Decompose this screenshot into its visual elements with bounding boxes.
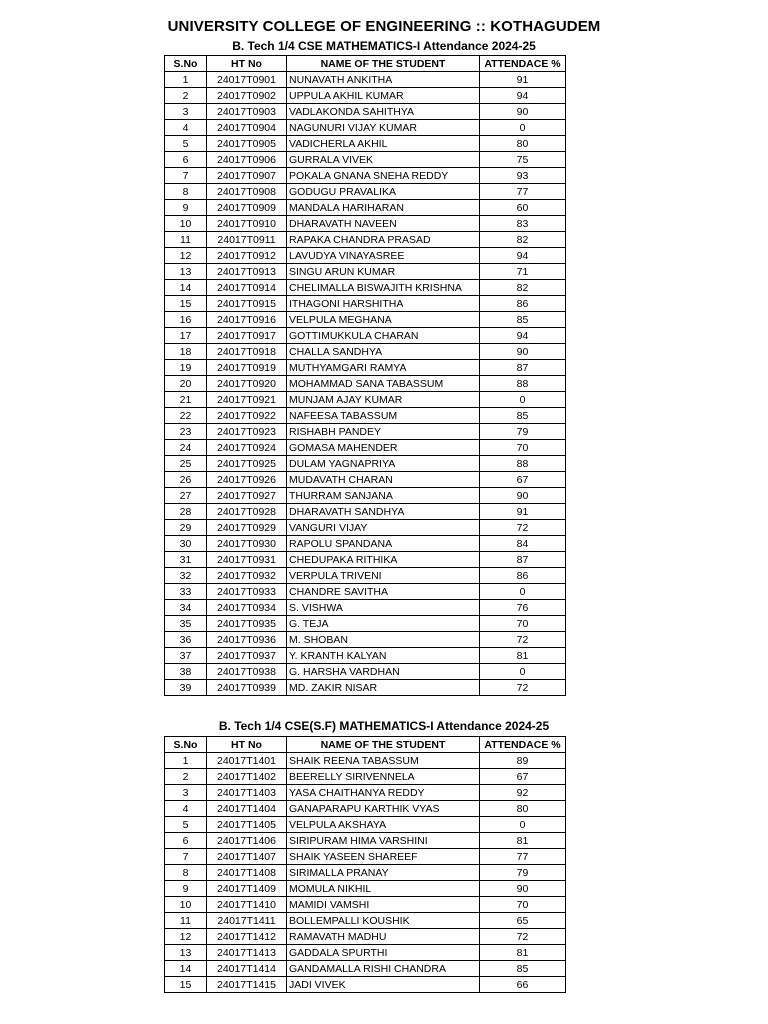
cell-attendance: 0 <box>480 392 566 408</box>
cell-ht-no: 24017T0902 <box>207 88 287 104</box>
cell-ht-no: 24017T0932 <box>207 568 287 584</box>
cell-sno: 14 <box>165 280 207 296</box>
cell-attendance: 72 <box>480 680 566 696</box>
cell-student-name: GURRALA VIVEK <box>287 152 480 168</box>
cell-attendance: 72 <box>480 520 566 536</box>
cell-sno: 39 <box>165 680 207 696</box>
table-row <box>165 945 566 961</box>
table-row <box>165 296 566 312</box>
document-title: UNIVERSITY COLLEGE OF ENGINEERING :: KOTHAGUDEM <box>167 18 601 35</box>
cell-student-name: MUNJAM AJAY KUMAR <box>287 392 480 408</box>
cell-student-name: GOTTIMUKKULA CHARAN <box>287 328 480 344</box>
cell-student-name: RAMAVATH MADHU <box>287 929 480 945</box>
cell-ht-no: 24017T1403 <box>207 785 287 801</box>
table-row <box>165 552 566 568</box>
cell-attendance: 92 <box>480 785 566 801</box>
cell-ht-no: 24017T0911 <box>207 232 287 248</box>
cell-ht-no: 24017T0913 <box>207 264 287 280</box>
cell-sno: 35 <box>165 616 207 632</box>
cell-sno: 26 <box>165 472 207 488</box>
cell-attendance: 66 <box>480 977 566 993</box>
table-row <box>165 440 566 456</box>
cell-ht-no: 24017T0918 <box>207 344 287 360</box>
table-row <box>165 584 566 600</box>
table-row <box>165 664 566 680</box>
cell-ht-no: 24017T0938 <box>207 664 287 680</box>
cell-student-name: DHARAVATH SANDHYA <box>287 504 480 520</box>
cell-ht-no: 24017T0929 <box>207 520 287 536</box>
cell-attendance: 85 <box>480 312 566 328</box>
table-row <box>165 216 566 232</box>
cell-ht-no: 24017T0926 <box>207 472 287 488</box>
cell-sno: 21 <box>165 392 207 408</box>
cell-student-name: NAFEESA TABASSUM <box>287 408 480 424</box>
cell-ht-no: 24017T1408 <box>207 865 287 881</box>
cell-student-name: MOMULA NIKHIL <box>287 881 480 897</box>
cell-sno: 17 <box>165 328 207 344</box>
cell-attendance: 89 <box>480 753 566 769</box>
cell-ht-no: 24017T1404 <box>207 801 287 817</box>
header-ht-no: HT No <box>207 56 287 72</box>
cell-sno: 11 <box>165 913 207 929</box>
table-row <box>165 648 566 664</box>
cell-sno: 27 <box>165 488 207 504</box>
cell-student-name: GANDAMALLA RISHI CHANDRA <box>287 961 480 977</box>
cell-attendance: 83 <box>480 216 566 232</box>
header-student-name: NAME OF THE STUDENT <box>287 737 480 753</box>
cell-sno: 19 <box>165 360 207 376</box>
cell-attendance: 90 <box>480 881 566 897</box>
table-row <box>165 632 566 648</box>
cell-attendance: 0 <box>480 664 566 680</box>
cell-ht-no: 24017T1407 <box>207 849 287 865</box>
cell-attendance: 86 <box>480 296 566 312</box>
cell-ht-no: 24017T0904 <box>207 120 287 136</box>
cell-student-name: SHAIK REENA TABASSUM <box>287 753 480 769</box>
cell-ht-no: 24017T0908 <box>207 184 287 200</box>
cell-sno: 5 <box>165 136 207 152</box>
cell-attendance: 94 <box>480 248 566 264</box>
cell-attendance: 94 <box>480 328 566 344</box>
cell-student-name: SIRIMALLA PRANAY <box>287 865 480 881</box>
cell-sno: 9 <box>165 200 207 216</box>
cell-ht-no: 24017T0920 <box>207 376 287 392</box>
table-row <box>165 120 566 136</box>
cell-ht-no: 24017T0924 <box>207 440 287 456</box>
cell-attendance: 76 <box>480 600 566 616</box>
cell-student-name: VADLAKONDA SAHITHYA <box>287 104 480 120</box>
header-attendance: ATTENDACE % <box>480 737 566 753</box>
table-row <box>165 472 566 488</box>
cell-student-name: GOMASA MAHENDER <box>287 440 480 456</box>
cell-student-name: NAGUNURI VIJAY KUMAR <box>287 120 480 136</box>
table-row <box>165 360 566 376</box>
cell-attendance: 72 <box>480 929 566 945</box>
cell-ht-no: 24017T1414 <box>207 961 287 977</box>
cell-sno: 15 <box>165 296 207 312</box>
cell-student-name: MD. ZAKIR NISAR <box>287 680 480 696</box>
cell-student-name: POKALA GNANA SNEHA REDDY <box>287 168 480 184</box>
cell-attendance: 71 <box>480 264 566 280</box>
cell-attendance: 81 <box>480 648 566 664</box>
table-row <box>165 817 566 833</box>
cell-attendance: 80 <box>480 136 566 152</box>
cell-student-name: MOHAMMAD SANA TABASSUM <box>287 376 480 392</box>
cell-student-name: YASA CHAITHANYA REDDY <box>287 785 480 801</box>
cell-student-name: NUNAVATH ANKITHA <box>287 72 480 88</box>
table-row <box>165 769 566 785</box>
cell-attendance: 90 <box>480 104 566 120</box>
cell-attendance: 87 <box>480 552 566 568</box>
cell-ht-no: 24017T0907 <box>207 168 287 184</box>
table-row <box>165 344 566 360</box>
cell-sno: 34 <box>165 600 207 616</box>
cell-attendance: 91 <box>480 504 566 520</box>
cell-ht-no: 24017T0921 <box>207 392 287 408</box>
cell-sno: 22 <box>165 408 207 424</box>
table-row <box>165 376 566 392</box>
cell-ht-no: 24017T0939 <box>207 680 287 696</box>
cell-sno: 20 <box>165 376 207 392</box>
cell-sno: 10 <box>165 897 207 913</box>
cell-ht-no: 24017T0930 <box>207 536 287 552</box>
cell-ht-no: 24017T1411 <box>207 913 287 929</box>
cell-ht-no: 24017T0928 <box>207 504 287 520</box>
cell-ht-no: 24017T0936 <box>207 632 287 648</box>
cell-attendance: 86 <box>480 568 566 584</box>
cell-student-name: DHARAVATH NAVEEN <box>287 216 480 232</box>
cell-student-name: SIRIPURAM HIMA VARSHINI <box>287 833 480 849</box>
cell-sno: 33 <box>165 584 207 600</box>
cell-student-name: MUTHYAMGARI RAMYA <box>287 360 480 376</box>
cell-student-name: UPPULA AKHIL KUMAR <box>287 88 480 104</box>
table-row <box>165 456 566 472</box>
cell-student-name: VADICHERLA AKHIL <box>287 136 480 152</box>
cell-attendance: 70 <box>480 897 566 913</box>
table-row <box>165 961 566 977</box>
cell-ht-no: 24017T0909 <box>207 200 287 216</box>
cell-attendance: 81 <box>480 833 566 849</box>
cell-ht-no: 24017T0912 <box>207 248 287 264</box>
section-2-subtitle: B. Tech 1/4 CSE(S.F) MATHEMATICS-I Attendance 2024-25 <box>218 719 550 733</box>
table-row <box>165 568 566 584</box>
cell-student-name: G. HARSHA VARDHAN <box>287 664 480 680</box>
header-sno: S.No <box>165 56 207 72</box>
attendance-table-cse <box>164 55 566 696</box>
cell-attendance: 88 <box>480 376 566 392</box>
cell-attendance: 82 <box>480 280 566 296</box>
cell-attendance: 0 <box>480 120 566 136</box>
cell-ht-no: 24017T0917 <box>207 328 287 344</box>
cell-attendance: 88 <box>480 456 566 472</box>
cell-sno: 6 <box>165 833 207 849</box>
cell-attendance: 79 <box>480 424 566 440</box>
cell-ht-no: 24017T1410 <box>207 897 287 913</box>
table-header-row <box>165 56 566 72</box>
table-row <box>165 616 566 632</box>
table-row <box>165 680 566 696</box>
cell-attendance: 85 <box>480 408 566 424</box>
cell-student-name: MAMIDI VAMSHI <box>287 897 480 913</box>
table-row <box>165 488 566 504</box>
table-row <box>165 392 566 408</box>
table-row <box>165 184 566 200</box>
cell-sno: 28 <box>165 504 207 520</box>
cell-ht-no: 24017T0906 <box>207 152 287 168</box>
table-row <box>165 328 566 344</box>
cell-sno: 31 <box>165 552 207 568</box>
cell-ht-no: 24017T0923 <box>207 424 287 440</box>
cell-attendance: 87 <box>480 360 566 376</box>
cell-attendance: 75 <box>480 152 566 168</box>
cell-student-name: CHANDRE SAVITHA <box>287 584 480 600</box>
cell-attendance: 70 <box>480 440 566 456</box>
cell-student-name: M. SHOBAN <box>287 632 480 648</box>
cell-attendance: 60 <box>480 200 566 216</box>
cell-sno: 13 <box>165 945 207 961</box>
table-row <box>165 104 566 120</box>
cell-student-name: LAVUDYA VINAYASREE <box>287 248 480 264</box>
cell-attendance: 85 <box>480 961 566 977</box>
table-row <box>165 88 566 104</box>
cell-sno: 37 <box>165 648 207 664</box>
cell-student-name: SHAIK YASEEN SHAREEF <box>287 849 480 865</box>
cell-sno: 12 <box>165 248 207 264</box>
cell-student-name: VANGURI VIJAY <box>287 520 480 536</box>
header-ht-no: HT No <box>207 737 287 753</box>
table-row <box>165 264 566 280</box>
cell-student-name: DULAM YAGNAPRIYA <box>287 456 480 472</box>
cell-sno: 3 <box>165 785 207 801</box>
cell-ht-no: 24017T0916 <box>207 312 287 328</box>
cell-student-name: G. TEJA <box>287 616 480 632</box>
table-row <box>165 801 566 817</box>
table-row <box>165 168 566 184</box>
table-row <box>165 753 566 769</box>
cell-student-name: GODUGU PRAVALIKA <box>287 184 480 200</box>
cell-attendance: 65 <box>480 913 566 929</box>
cell-student-name: MUDAVATH CHARAN <box>287 472 480 488</box>
cell-sno: 7 <box>165 168 207 184</box>
table-row <box>165 913 566 929</box>
cell-attendance: 67 <box>480 472 566 488</box>
cell-attendance: 81 <box>480 945 566 961</box>
table-row <box>165 200 566 216</box>
cell-attendance: 91 <box>480 72 566 88</box>
cell-student-name: JADI VIVEK <box>287 977 480 993</box>
cell-student-name: BOLLEMPALLI KOUSHIK <box>287 913 480 929</box>
cell-sno: 1 <box>165 753 207 769</box>
cell-student-name: Y. KRANTH KALYAN <box>287 648 480 664</box>
table-row <box>165 785 566 801</box>
table-row <box>165 881 566 897</box>
cell-ht-no: 24017T0903 <box>207 104 287 120</box>
table-row <box>165 833 566 849</box>
cell-sno: 18 <box>165 344 207 360</box>
cell-sno: 29 <box>165 520 207 536</box>
table-header-row <box>165 737 566 753</box>
cell-ht-no: 24017T0915 <box>207 296 287 312</box>
table-row <box>165 72 566 88</box>
table-row <box>165 897 566 913</box>
cell-sno: 9 <box>165 881 207 897</box>
cell-ht-no: 24017T1406 <box>207 833 287 849</box>
table-row <box>165 504 566 520</box>
cell-sno: 8 <box>165 865 207 881</box>
cell-sno: 36 <box>165 632 207 648</box>
cell-attendance: 72 <box>480 632 566 648</box>
table-row <box>165 536 566 552</box>
cell-sno: 23 <box>165 424 207 440</box>
cell-student-name: MANDALA HARIHARAN <box>287 200 480 216</box>
cell-sno: 11 <box>165 232 207 248</box>
cell-student-name: ITHAGONI HARSHITHA <box>287 296 480 312</box>
cell-student-name: GANAPARAPU KARTHIK VYAS <box>287 801 480 817</box>
cell-ht-no: 24017T1409 <box>207 881 287 897</box>
table-row <box>165 136 566 152</box>
cell-ht-no: 24017T0931 <box>207 552 287 568</box>
attendance-table-cse-sf <box>164 736 566 993</box>
cell-ht-no: 24017T0901 <box>207 72 287 88</box>
cell-attendance: 0 <box>480 817 566 833</box>
cell-sno: 3 <box>165 104 207 120</box>
cell-ht-no: 24017T0914 <box>207 280 287 296</box>
cell-attendance: 70 <box>480 616 566 632</box>
cell-ht-no: 24017T1401 <box>207 753 287 769</box>
cell-sno: 15 <box>165 977 207 993</box>
cell-ht-no: 24017T1402 <box>207 769 287 785</box>
cell-student-name: GADDALA SPURTHI <box>287 945 480 961</box>
cell-sno: 4 <box>165 120 207 136</box>
cell-attendance: 94 <box>480 88 566 104</box>
cell-student-name: CHALLA SANDHYA <box>287 344 480 360</box>
cell-attendance: 90 <box>480 488 566 504</box>
cell-ht-no: 24017T0927 <box>207 488 287 504</box>
cell-ht-no: 24017T0919 <box>207 360 287 376</box>
cell-ht-no: 24017T0933 <box>207 584 287 600</box>
cell-sno: 32 <box>165 568 207 584</box>
cell-sno: 13 <box>165 264 207 280</box>
cell-student-name: RISHABH PANDEY <box>287 424 480 440</box>
cell-sno: 12 <box>165 929 207 945</box>
cell-sno: 14 <box>165 961 207 977</box>
cell-attendance: 82 <box>480 232 566 248</box>
cell-sno: 2 <box>165 88 207 104</box>
cell-sno: 6 <box>165 152 207 168</box>
cell-ht-no: 24017T1412 <box>207 929 287 945</box>
cell-attendance: 0 <box>480 584 566 600</box>
cell-attendance: 93 <box>480 168 566 184</box>
cell-attendance: 77 <box>480 184 566 200</box>
table-row <box>165 424 566 440</box>
cell-ht-no: 24017T0922 <box>207 408 287 424</box>
table-row <box>165 865 566 881</box>
cell-student-name: VELPULA AKSHAYA <box>287 817 480 833</box>
table-row <box>165 408 566 424</box>
header-attendance: ATTENDACE % <box>480 56 566 72</box>
table-row <box>165 520 566 536</box>
table-row <box>165 600 566 616</box>
cell-attendance: 84 <box>480 536 566 552</box>
section-1-subtitle: B. Tech 1/4 CSE MATHEMATICS-I Attendance 2024-25 <box>232 39 536 53</box>
cell-sno: 25 <box>165 456 207 472</box>
cell-student-name: RAPAKA CHANDRA PRASAD <box>287 232 480 248</box>
cell-ht-no: 24017T0925 <box>207 456 287 472</box>
cell-student-name: SINGU ARUN KUMAR <box>287 264 480 280</box>
cell-ht-no: 24017T0937 <box>207 648 287 664</box>
cell-ht-no: 24017T0905 <box>207 136 287 152</box>
cell-student-name: CHEDUPAKA RITHIKA <box>287 552 480 568</box>
cell-sno: 4 <box>165 801 207 817</box>
cell-attendance: 80 <box>480 801 566 817</box>
table-row <box>165 232 566 248</box>
cell-ht-no: 24017T0935 <box>207 616 287 632</box>
table-row <box>165 312 566 328</box>
cell-sno: 30 <box>165 536 207 552</box>
cell-ht-no: 24017T1415 <box>207 977 287 993</box>
cell-ht-no: 24017T0934 <box>207 600 287 616</box>
cell-student-name: RAPOLU SPANDANA <box>287 536 480 552</box>
table-row <box>165 977 566 993</box>
table-row <box>165 280 566 296</box>
cell-ht-no: 24017T0910 <box>207 216 287 232</box>
cell-ht-no: 24017T1413 <box>207 945 287 961</box>
cell-student-name: CHELIMALLA BISWAJITH KRISHNA <box>287 280 480 296</box>
cell-student-name: VELPULA MEGHANA <box>287 312 480 328</box>
table-row <box>165 248 566 264</box>
cell-attendance: 90 <box>480 344 566 360</box>
cell-ht-no: 24017T1405 <box>207 817 287 833</box>
cell-attendance: 67 <box>480 769 566 785</box>
cell-sno: 5 <box>165 817 207 833</box>
cell-attendance: 77 <box>480 849 566 865</box>
cell-sno: 8 <box>165 184 207 200</box>
cell-student-name: S. VISHWA <box>287 600 480 616</box>
table-row <box>165 929 566 945</box>
header-sno: S.No <box>165 737 207 753</box>
table-row <box>165 849 566 865</box>
header-student-name: NAME OF THE STUDENT <box>287 56 480 72</box>
cell-student-name: BEERELLY SIRIVENNELA <box>287 769 480 785</box>
cell-sno: 16 <box>165 312 207 328</box>
cell-student-name: VERPULA TRIVENI <box>287 568 480 584</box>
cell-attendance: 79 <box>480 865 566 881</box>
cell-sno: 2 <box>165 769 207 785</box>
cell-sno: 7 <box>165 849 207 865</box>
cell-sno: 10 <box>165 216 207 232</box>
table-row <box>165 152 566 168</box>
cell-student-name: THURRAM SANJANA <box>287 488 480 504</box>
cell-sno: 1 <box>165 72 207 88</box>
cell-sno: 24 <box>165 440 207 456</box>
cell-sno: 38 <box>165 664 207 680</box>
